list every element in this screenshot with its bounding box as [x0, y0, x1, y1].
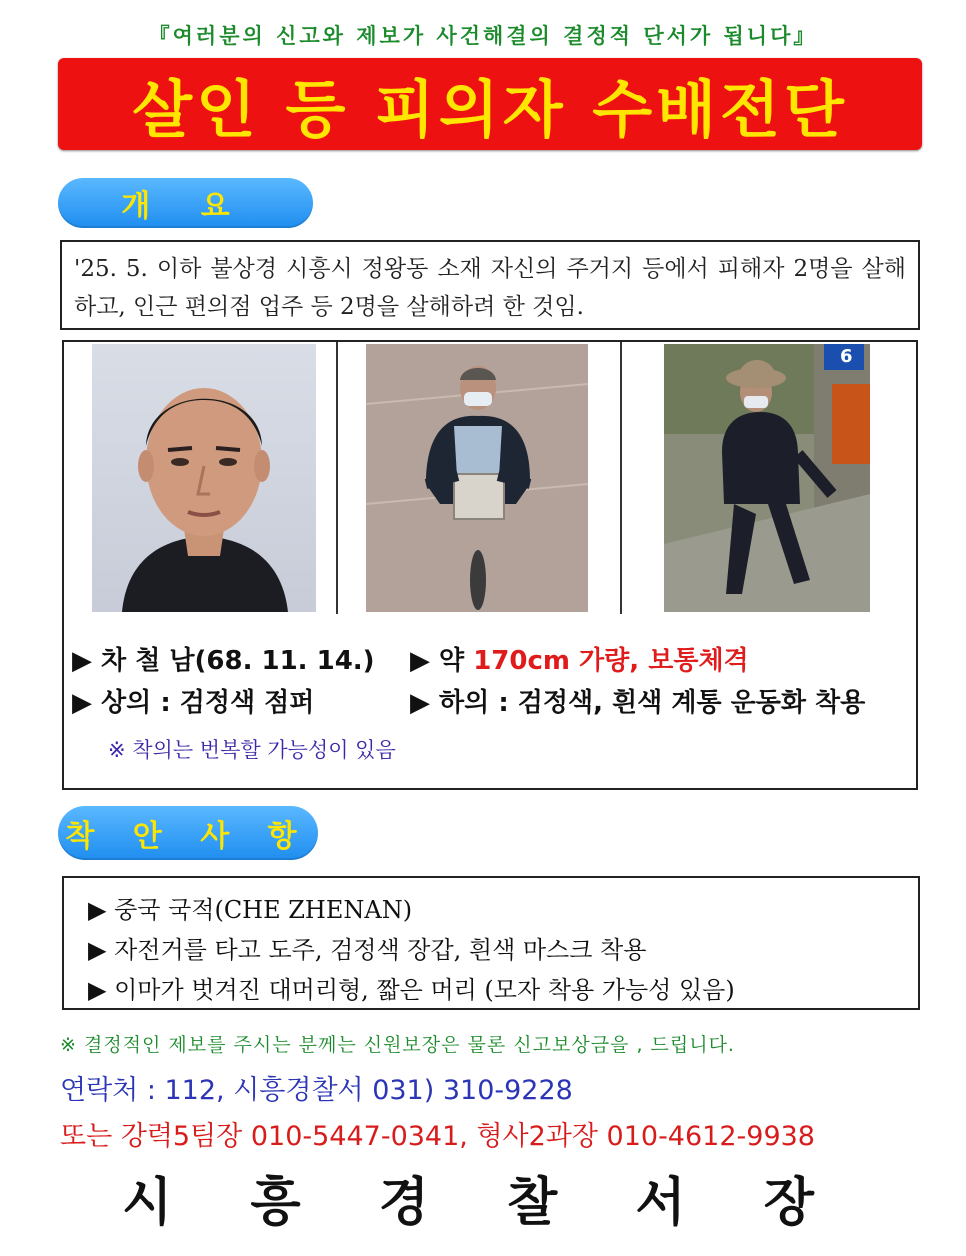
cctv-walking-photo	[664, 344, 870, 612]
slogan: 『여러분의 신고와 제보가 사건해결의 결정적 단서가 됩니다』	[148, 23, 818, 48]
note-nationality: ▶ 중국 국적(CHE ZHENAN)	[88, 896, 413, 924]
overview-box	[60, 240, 920, 330]
suspect-top-wear: ▶ 상의 : 검정색 점퍼	[72, 688, 315, 718]
cctv-bicycle-photo	[366, 344, 588, 612]
sign-number-six: 6	[840, 346, 853, 367]
suspect-portrait-photo	[92, 344, 316, 612]
notes-label: 착 안 사 항	[58, 806, 318, 860]
overview-label: 개 요	[58, 178, 313, 228]
note-escape: ▶ 자전거를 타고 도주, 검정색 장갑, 흰색 마스크 착용	[88, 936, 647, 964]
photo-divider	[620, 342, 622, 614]
contact-secondary: 또는 강력5팀장 010-5447-0341, 형사2과장 010-4612-9938	[60, 1121, 815, 1152]
clothing-note: ※ 착의는 번복할 가능성이 있음	[108, 738, 396, 762]
suspect-details-box	[62, 614, 918, 790]
reward-notice: ※ 결정적인 제보를 주시는 분께는 신원보장은 물론 신고보상금을 , 드립니다.	[60, 1034, 735, 1056]
notes-box	[62, 876, 920, 1010]
suspect-name-dob: ▶ 차 철 남(68. 11. 14.)	[72, 646, 375, 676]
height-value: 170cm 가량, 보통체격	[473, 646, 749, 676]
page-title: 살인 등 피의자 수배전단	[132, 72, 848, 146]
suspect-bottom-wear: ▶ 하의 : 검정색, 흰색 계통 운동화 착용	[410, 688, 866, 718]
contact-primary: 연락처 : 112, 시흥경찰서 031) 310-9228	[60, 1075, 573, 1106]
photo-divider	[336, 342, 338, 614]
title-banner	[58, 58, 922, 150]
height-prefix: ▶ 약	[410, 646, 474, 676]
photo-panel	[62, 340, 918, 616]
overview-text: '25. 5. 이하 불상경 시흥시 정왕동 소재 자신의 주거지 등에서 피해자 2명을 살해하고, 인근 편의점 업주 등 2명을 살해하려 한 것임.	[74, 256, 906, 320]
issuer-signature: 시 흥 경 찰 서 장	[122, 1173, 844, 1233]
suspect-height	[410, 640, 749, 677]
note-appearance: ▶ 이마가 벗겨진 대머리형, 짧은 머리 (모자 착용 가능성 있음)	[88, 976, 735, 1004]
